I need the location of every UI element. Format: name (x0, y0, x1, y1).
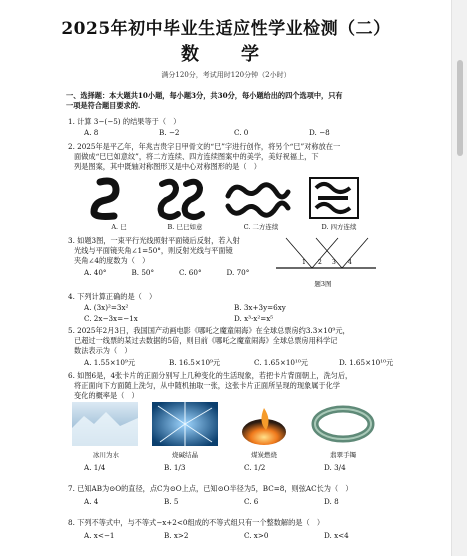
q8-option-c: C. x>0 (244, 531, 269, 540)
q1-option-c: C. 0 (234, 128, 249, 137)
q1-option-d: D. −8 (309, 128, 330, 137)
angle-label-1: 1 (302, 259, 306, 266)
q4-option-c: C. 2x−3x=−1x (84, 314, 138, 323)
q4-options-row1 (84, 303, 384, 312)
q1-stem: 1. 计算 3−(−5) 的结果等于（ ） (68, 117, 181, 126)
q6-stem: 6. 如图6是，4张卡片的正面分别写上几种变化的生活现象，若把卡片背面朝上，洗匀后， (68, 371, 353, 380)
q6-option-b: B. 1/3 (164, 463, 186, 472)
figure-d (310, 178, 358, 218)
q7-option-c: C. 6 (244, 497, 259, 506)
q5-options (84, 358, 424, 368)
q8-stem: 8. 下列不等式中，与不等式−x+2<0组成的不等式组只有一个整数解的是（ ） (68, 518, 325, 527)
q3-option-d: D. 70° (226, 268, 250, 277)
angle-label-3: 3 (332, 259, 336, 266)
angle-label-2: 2 (318, 259, 322, 266)
q7-option-d: D. 8 (324, 497, 339, 506)
photo-jade-bracelet (310, 402, 376, 446)
q5-option-b: B. 16.5×10⁹元 (169, 358, 221, 367)
q6-line3: 变化的概率是（ ） (74, 391, 139, 400)
q6-option-a: A. 1/4 (84, 463, 106, 472)
figure-c (228, 185, 288, 215)
q3-line2: 光线与平面镜夹角∠1=50°，则反射光线与平面镜 (74, 246, 233, 255)
q4-options-row2 (84, 314, 384, 323)
angle-label-4: 4 (348, 259, 352, 266)
photo-burning-coal (234, 402, 294, 446)
q6-option-c: C. 1/2 (244, 463, 266, 472)
q3-stem: 3. 如题3图，一束平行光线照射平面镜后反射，若入射 (68, 236, 240, 245)
q2-label-c: C. 二方连续 (243, 223, 279, 231)
q2-stem: 2. 2025年是平乙年，年兆吉贵字日甲骨文的“巳”字进行创作，将另个“巳”对称放在一 (68, 142, 341, 151)
q7-option-b: B. 5 (164, 497, 179, 506)
q4-stem: 4. 下列计算正确的是（ ） (68, 292, 157, 301)
q2-figures (86, 174, 376, 222)
q5-option-c: C. 1.65×10¹⁰元 (254, 358, 308, 367)
q1-options (84, 128, 384, 137)
q1-option-a: A. 8 (84, 128, 99, 137)
q3-option-a: A. 40° (84, 268, 107, 277)
q6-photos (72, 402, 382, 448)
q4-option-b: B. 3x+3y=6xy (234, 303, 286, 312)
q7-option-a: A. 4 (84, 497, 99, 506)
subject-title: 数 学 (181, 44, 271, 65)
photo-glacier (72, 402, 138, 446)
q6-options (84, 463, 404, 472)
photo-crystal (152, 402, 218, 446)
q6-caption-2: 烧碱结晶 (172, 451, 198, 459)
q1-option-b: B. −2 (159, 128, 180, 137)
scrollbar-thumb[interactable] (457, 60, 463, 156)
exam-meta: 满分120分，考试用时120分钟（2小时） (161, 71, 291, 79)
q2-label-d: D. 四方连续 (321, 223, 357, 231)
figure-a (94, 181, 116, 217)
vertical-scrollbar[interactable] (451, 0, 467, 556)
q6-line2: 将正面向下方面随上洗匀，从中随机抽取一张，这张卡片正面所呈现的现象属于化学 (74, 381, 340, 390)
section-heading: 一、选择题：本大题共10小题，每小题3分，共30分，每小题给出的四个选项中，只有 (66, 91, 343, 100)
q7-options (84, 497, 404, 506)
q2-line2: 面做成“巳巳如意纹”，将二方连续、四方连续图案中的美学，美好祝福上，下 (74, 152, 319, 161)
figure-b (161, 182, 202, 217)
q6-option-d: D. 3/4 (324, 463, 346, 472)
q3-option-c: C. 60° (179, 268, 202, 277)
q2-label-b: B. 巳巳如意 (167, 223, 203, 231)
q3-line3: 夹角∠4的度数为（ ） (74, 256, 150, 265)
q5-line3: 数法表示为（ ） (74, 346, 132, 355)
q2-line3: 列是图案，其中既轴对称图形又是中心对称图形的是（ ） (74, 162, 261, 171)
q8-option-d: D. x<4 (324, 531, 349, 540)
q4-option-d: D. x³·x²=x⁵ (234, 314, 274, 323)
q3-diagram (272, 234, 382, 280)
q8-option-a: A. x<−1 (84, 531, 115, 540)
exam-title: 2025年初中毕业生适应性学业检测（二） (61, 19, 391, 39)
q6-caption-1: 冰川为水 (93, 451, 119, 459)
section-heading-2: 一项是符合题目要求的. (66, 101, 141, 110)
q5-line2: 已超过一线票的某过去数据的5倍，则目前《哪吒之魔童闹海》全球总票房用科学记 (74, 336, 338, 345)
q5-stem: 5. 2025年2月3日，我国国产动画电影《哪吒之魔童闹海》在全球总票房约3.3×10⁹元， (68, 326, 350, 335)
q5-option-a: A. 1.55×10⁹元 (84, 358, 136, 367)
q3-options (84, 268, 274, 277)
q3-figure-caption: 题3图 (314, 280, 332, 288)
q7-stem: 7. 已知AB为⊙O的直径，点C为⊙O上点，已知⊙O半径为5，BC=8，则弦AC长为（ ） (68, 484, 353, 493)
q8-option-b: B. x>2 (164, 531, 189, 540)
q8-options (84, 531, 404, 540)
q6-caption-3: 煤炭燃烧 (251, 451, 277, 459)
q5-option-d: D. 1.65×10¹⁰元 (339, 358, 394, 367)
q2-label-a: A. 巳 (111, 223, 127, 231)
q3-option-b: B. 50° (131, 268, 155, 277)
q6-caption-4: 翡翠手镯 (330, 451, 356, 459)
q4-option-a: A. (3x)²=3x² (84, 303, 129, 312)
